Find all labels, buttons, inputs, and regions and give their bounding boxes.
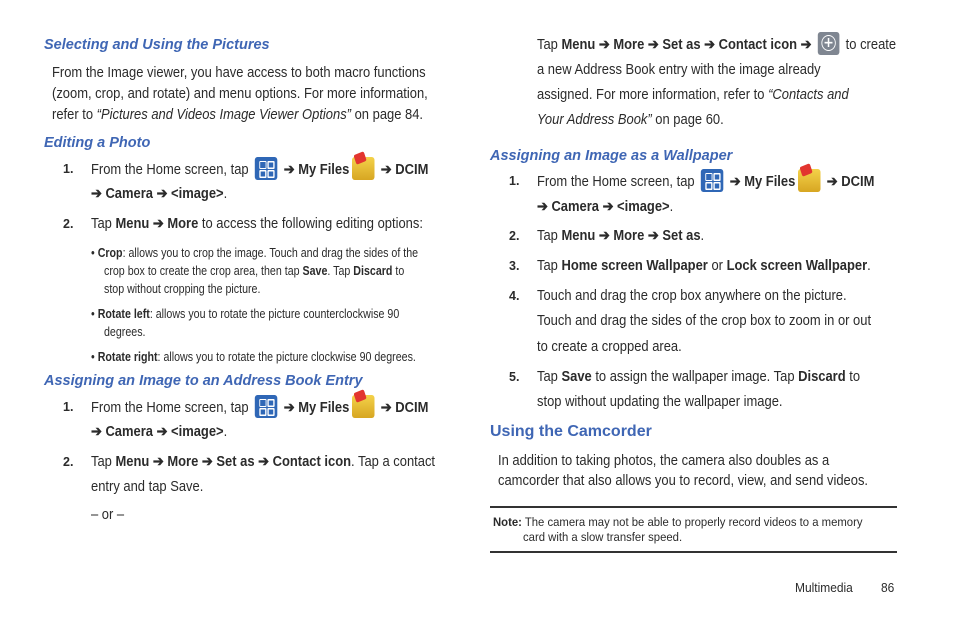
step-number: 2. (509, 229, 520, 243)
apps-icon (255, 157, 277, 180)
step-line: assigned. For more information, refer to “Contacts and (537, 87, 849, 103)
step-line: Tap Menu ➔ More to access the following editing options: (91, 216, 423, 232)
note-line: Note: The camera may not be able to properly record videos to a memory (493, 515, 863, 529)
paragraph-line: refer to “Pictures and Videos Image Viewer Options” on page 84. (52, 107, 424, 123)
page-number: 86 (881, 580, 895, 595)
step-line: to create a cropped area. (537, 339, 682, 355)
step-line: ➔ Camera ➔ <image>. (91, 186, 228, 202)
bullet-crop: • Crop: allows you to crop the image. Touch and drag the sides of the (91, 245, 419, 260)
apps-icon (701, 169, 724, 192)
section-heading-address-book: Assigning an Image to an Address Book Entry (44, 373, 363, 389)
my-files-folder-icon (352, 157, 375, 180)
paragraph-line: (zoom, crop, and rotate) and menu options. For more information, (52, 86, 428, 102)
bullet-rotate-right: • Rotate right: allows you to rotate the picture clockwise 90 degrees. (91, 349, 416, 364)
my-files-folder-icon (352, 395, 375, 418)
note-label: Note: (493, 515, 522, 529)
bullet-line: stop without cropping the picture. (104, 281, 261, 296)
paragraph-line: From the Image viewer, you have access to both macro functions (52, 65, 426, 81)
or-separator: – or – (91, 507, 125, 523)
note-top-rule (490, 506, 897, 508)
step-line: Tap Home screen Wallpaper or Lock screen Wallpaper. (537, 258, 871, 274)
step-number: 5. (509, 370, 520, 384)
bullet-line: crop box to create the crop area, then tap Save. Tap Discard to (104, 263, 405, 278)
step-line: Tap Menu ➔ More ➔ Set as ➔ Contact icon ➔ + to create (537, 32, 896, 59)
step-line: ➔ Camera ➔ <image>. (537, 199, 674, 215)
step-number: 4. (509, 289, 520, 303)
section-heading-editing-photo: Editing a Photo (44, 135, 151, 151)
step-line: ➔ Camera ➔ <image>. (91, 424, 228, 440)
my-files-folder-icon (798, 169, 821, 192)
bullet-rotate-left: • Rotate left: allows you to rotate the picture counterclockwise 90 (91, 306, 400, 321)
note-bottom-rule (490, 551, 897, 553)
cross-reference: “Pictures and Videos Image Viewer Options” (96, 107, 352, 123)
step-line: Touch and drag the sides of the crop box to zoom in or out (537, 313, 872, 329)
step-line: entry and tap Save. (91, 479, 204, 495)
step-number: 1. (509, 174, 520, 188)
step-line: stop without updating the wallpaper image. (537, 394, 783, 410)
step-line: From the Home screen, tap ➔ My Files ➔ DCIM (91, 157, 428, 184)
step-number: 1. (63, 400, 74, 414)
step-line: a new Address Book entry with the image already (537, 62, 821, 78)
footer-section-name: Multimedia (795, 580, 853, 595)
step-line: Touch and drag the crop box anywhere on the picture. (537, 288, 847, 304)
section-heading-selecting-pictures: Selecting and Using the Pictures (44, 37, 270, 53)
step-number: 2. (63, 217, 74, 231)
menu-path-my-files: My Files (298, 162, 350, 178)
step-line: Your Address Book” on page 60. (537, 112, 724, 128)
paragraph-line: In addition to taking photos, the camera also doubles as a (498, 453, 830, 469)
section-heading-wallpaper: Assigning an Image as a Wallpaper (490, 148, 733, 164)
step-line: From the Home screen, tap ➔ My Files ➔ DCIM (91, 395, 428, 422)
step-line: Tap Menu ➔ More ➔ Set as ➔ Contact icon. Tap a contact (91, 454, 436, 470)
apps-icon (255, 395, 277, 418)
add-contact-icon (818, 32, 840, 55)
paragraph-line: camcorder that also allows you to record, view, and send videos. (498, 473, 869, 489)
step-number: 2. (63, 455, 74, 469)
step-line: Tap Save to assign the wallpaper image. Tap Discard to (537, 369, 861, 385)
section-heading-camcorder: Using the Camcorder (490, 423, 652, 440)
note-line: card with a slow transfer speed. (523, 530, 683, 544)
step-line: Tap Menu ➔ More ➔ Set as. (537, 228, 705, 244)
step-line: From the Home screen, tap ➔ My Files ➔ DCIM (537, 169, 874, 196)
bullet-line: degrees. (104, 324, 146, 339)
step-number: 3. (509, 259, 520, 273)
step-number: 1. (63, 162, 74, 176)
